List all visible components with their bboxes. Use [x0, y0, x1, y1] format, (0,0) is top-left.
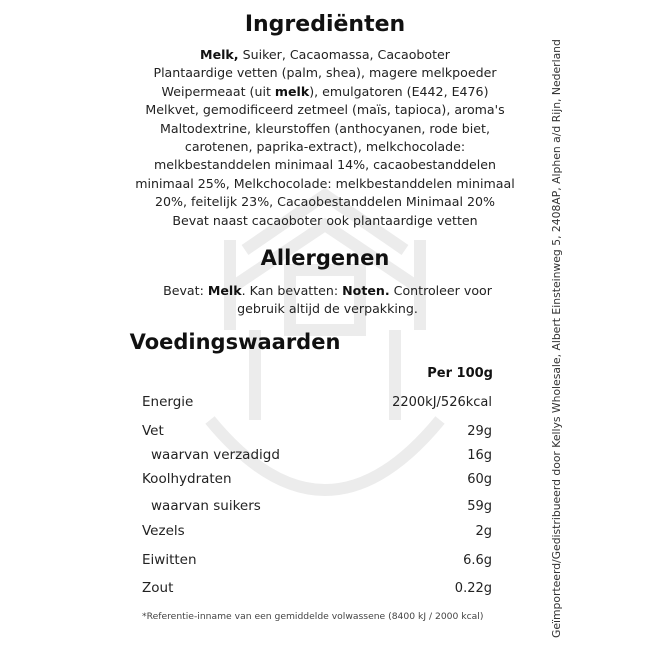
- ingredient-allergen-bold: Melk,: [200, 47, 239, 62]
- ingredients-line: [120, 120, 530, 138]
- ingredients-line: [120, 101, 530, 119]
- ingredient-text: Weipermeaat (uit: [161, 83, 275, 99]
- ingredients-line: [120, 138, 530, 156]
- nutrition-row-value: 6.6g: [463, 553, 492, 568]
- allergens-may-contain: . Kan bevatten:: [241, 283, 343, 298]
- nutrition-row-label: Zout: [142, 580, 174, 596]
- ingredients-line: [120, 175, 530, 193]
- nutrition-row-label: waarvan verzadigd: [151, 447, 280, 463]
- ingredients-heading: Ingrediënten: [244, 12, 406, 37]
- ingredient-text: minimaal 25%, Melkchocolade: melkbestanddelen minimaal: [135, 175, 515, 191]
- allergens-text: [150, 282, 505, 319]
- nutrition-row-value: 2200kJ/526kcal: [392, 395, 492, 410]
- nutrition-row-value: 0.22g: [454, 581, 492, 596]
- ingredients-line: [120, 64, 530, 82]
- ingredient-text: Maltodextrine, kleurstoffen (anthocyanen, rode biet,: [160, 120, 490, 136]
- nutrition-row-label: Vezels: [142, 523, 185, 539]
- ingredients-line: [120, 212, 530, 230]
- nutrition-row-value: 16g: [467, 448, 492, 463]
- ingredients-line: [120, 156, 530, 174]
- ingredient-text: ), emulgatoren (E442, E476): [309, 83, 489, 99]
- nutrition-row-label: Vet: [142, 423, 164, 439]
- nutrition-row-value: 59g: [467, 499, 492, 514]
- importer-text: Geïmporteerd/Gedistribueerd door Kellys Wholesale, Albert Einsteinweg 5, 2408AP, Alphen a/d Rijn, Nederland: [550, 39, 563, 638]
- allergen-nuts: Noten.: [342, 283, 390, 298]
- allergens-prefix: Bevat:: [163, 283, 208, 298]
- ingredients-text: [120, 46, 530, 230]
- ingredients-line: [120, 193, 530, 211]
- nutrition-heading: Voedingswaarden: [129, 330, 341, 354]
- nutrition-row-label: waarvan suikers: [151, 498, 261, 514]
- footnote: *Referentie-inname van een gemiddelde volwassene (8400 kJ / 2000 kcal): [142, 611, 484, 622]
- ingredient-text: melkbestanddelen minimaal 14%, cacaobestanddelen: [153, 157, 497, 173]
- ingredient-text: Plantaardige vetten (palm, shea), magere melkpoeder: [153, 65, 497, 81]
- ingredient-text: 20%, feitelijk 23%, Cacaobestanddelen Minimaal 20%: [155, 194, 495, 210]
- ingredients-line: [120, 46, 530, 64]
- allergens-advice: Controleer voor gebruik altijd de verpakking.: [237, 283, 492, 317]
- ingredient-text: Suiker, Cacaomassa, Cacaoboter: [238, 47, 450, 62]
- nutrition-row-label: Energie: [142, 394, 194, 410]
- nutrition-row-value: 60g: [467, 472, 492, 487]
- nutrition-row-value: 2g: [475, 524, 492, 539]
- ingredient-text: Bevat naast cacaoboter ook plantaardige vetten: [172, 212, 478, 228]
- per-100g-label: Per 100g: [427, 366, 493, 381]
- allergen-milk: Melk: [207, 283, 242, 298]
- nutrition-row-label: Koolhydraten: [142, 471, 232, 487]
- ingredients-line: [120, 83, 530, 101]
- nutrition-row-label: Eiwitten: [142, 552, 197, 568]
- ingredient-text: carotenen, paprika-extract), melkchocolade:: [184, 139, 466, 155]
- allergens-heading: Allergenen: [260, 246, 390, 270]
- ingredient-allergen-bold: melk: [274, 83, 310, 99]
- ingredient-text: Melkvet, gemodificeerd zetmeel (maïs, tapioca), aroma's: [145, 102, 505, 118]
- nutrition-row-value: 29g: [467, 424, 492, 439]
